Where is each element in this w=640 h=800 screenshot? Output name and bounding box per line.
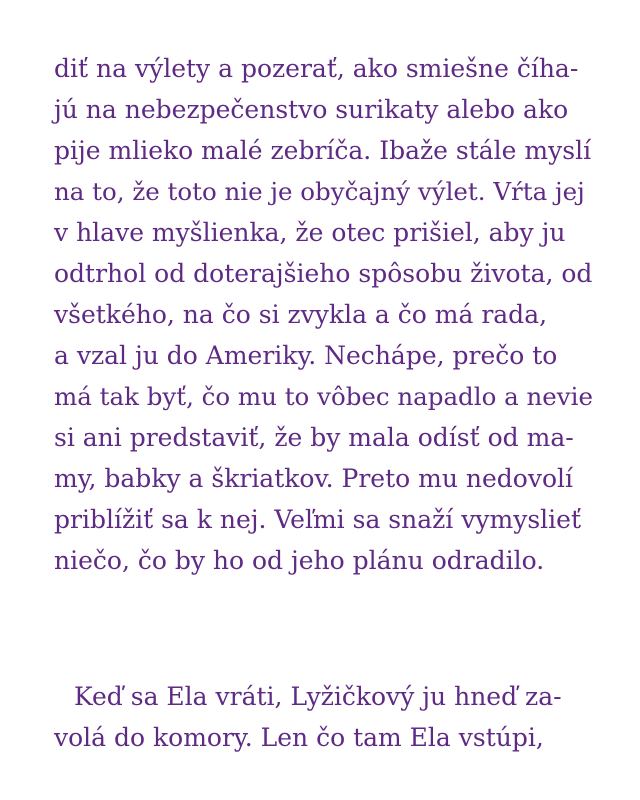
text-line: si ani predstaviť, že by mala odísť od ma-: [54, 423, 574, 452]
paragraph-2: [54, 676, 594, 758]
text-line: niečo, čo by ho od jeho plánu odradilo.: [54, 546, 545, 575]
text-line: my, babky a škriatkov. Preto mu nedovolí: [54, 464, 573, 493]
text-line: diť na výlety a pozerať, ako smiešne číha-: [54, 54, 579, 83]
paragraph-1: [54, 48, 594, 581]
text-line: jú na nebezpečenstvo surikaty alebo ako: [54, 95, 569, 124]
text-line: v hlave myšlienka, že otec prišiel, aby ju: [54, 218, 566, 247]
text-line: a vzal ju do Ameriky. Nechápe, prečo to: [54, 341, 558, 370]
text-line: všetkého, na čo si zvykla a čo má rada,: [54, 300, 548, 329]
text-line: volá do komory. Len čo tam Ela vstúpi,: [54, 723, 544, 752]
text-line: Keď sa Ela vráti, Lyžičkový ju hneď za-: [74, 682, 562, 711]
text-line: má tak byť, čo mu to vôbec napadlo a nevie: [54, 382, 593, 411]
text-line: pije mlieko malé zebríča. Ibaže stále myslí: [54, 136, 592, 165]
text-line: priblížiť sa k nej. Veľmi sa snaží vymyslieť: [54, 505, 581, 534]
text-line: na to, že toto nie je obyčajný výlet. Vŕta jej: [54, 177, 585, 206]
text-line: odtrhol od doterajšieho spôsobu života, od: [54, 259, 593, 288]
